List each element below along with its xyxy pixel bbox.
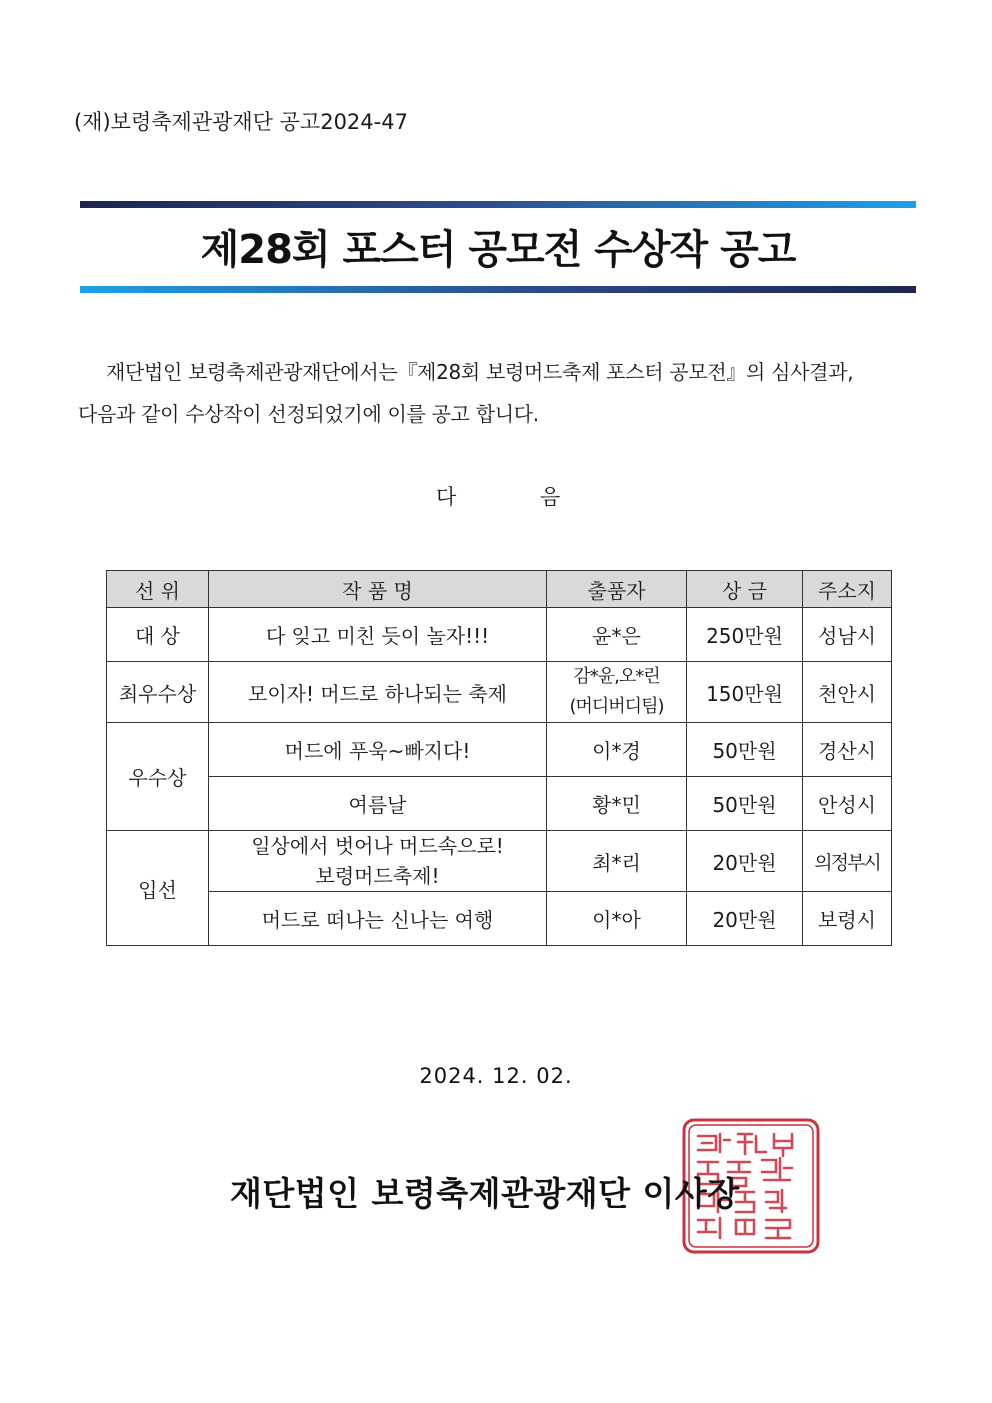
cell-title bbox=[209, 831, 547, 892]
cell-rank: 대 상 bbox=[107, 608, 209, 662]
cell-prize: 50만원 bbox=[687, 777, 803, 831]
cell-prize: 20만원 bbox=[687, 831, 803, 892]
title-line-2: 보령머드축제! bbox=[315, 864, 440, 888]
heading-right: 음 bbox=[540, 485, 561, 509]
title-rule-bottom bbox=[80, 286, 916, 293]
cell-address: 성남시 bbox=[803, 608, 892, 662]
intro-paragraph bbox=[78, 351, 938, 435]
issue-date: 2024. 12. 02. bbox=[419, 1064, 573, 1088]
cell-prize: 150만원 bbox=[687, 662, 803, 723]
cell-address: 경산시 bbox=[803, 723, 892, 777]
cell-title: 여름날 bbox=[209, 777, 547, 831]
cell-rank: 우수상 bbox=[107, 723, 209, 831]
title-rule-top bbox=[80, 201, 916, 208]
table-header-row bbox=[107, 571, 892, 608]
header-entrant: 출품자 bbox=[547, 571, 687, 608]
cell-entrant bbox=[547, 662, 687, 723]
cell-prize: 50만원 bbox=[687, 723, 803, 777]
cell-rank: 최우수상 bbox=[107, 662, 209, 723]
intro-line-1: 재단법인 보령축제관광재단에서는『제28회 보령머드축제 포스터 공모전』의 심사결과, bbox=[106, 360, 854, 384]
cell-entrant: 윤*은 bbox=[547, 608, 687, 662]
cell-address: 의정부시 bbox=[803, 831, 892, 892]
heading-left: 다 bbox=[436, 485, 457, 509]
awards-table bbox=[106, 570, 892, 946]
table-row bbox=[107, 723, 892, 777]
cell-title: 머드에 푸욱~빠지다! bbox=[209, 723, 547, 777]
issuer-name: 재단법인 보령축제관광재단 이사장 bbox=[230, 1174, 740, 1213]
cell-title: 다 잊고 미친 듯이 놀자!!! bbox=[209, 608, 547, 662]
header-address: 주소지 bbox=[803, 571, 892, 608]
header-rank: 선 위 bbox=[107, 571, 209, 608]
table-row bbox=[107, 831, 892, 892]
cell-rank: 입선 bbox=[107, 831, 209, 946]
header-title: 작 품 명 bbox=[209, 571, 547, 608]
cell-prize: 20만원 bbox=[687, 892, 803, 946]
cell-title: 머드로 떠나는 신나는 여행 bbox=[209, 892, 547, 946]
document-number: (재)보령축제관광재단 공고2024-47 bbox=[74, 110, 408, 134]
header-prize: 상 금 bbox=[687, 571, 803, 608]
title-line-1: 일상에서 벗어나 머드속으로! bbox=[251, 834, 504, 858]
cell-prize: 250만원 bbox=[687, 608, 803, 662]
cell-entrant: 최*리 bbox=[547, 831, 687, 892]
cell-address: 보령시 bbox=[803, 892, 892, 946]
cell-entrant: 황*민 bbox=[547, 777, 687, 831]
cell-entrant: 이*경 bbox=[547, 723, 687, 777]
entrant-team: (머디버디팀) bbox=[569, 696, 664, 717]
table-row bbox=[107, 608, 892, 662]
intro-line-2: 다음과 같이 수상작이 선정되었기에 이를 공고 합니다. bbox=[78, 402, 539, 426]
cell-title: 모이자! 머드로 하나되는 축제 bbox=[209, 662, 547, 723]
cell-entrant: 이*아 bbox=[547, 892, 687, 946]
table-row bbox=[107, 892, 892, 946]
cell-address: 안성시 bbox=[803, 777, 892, 831]
entrant-names: 감*윤,오*린 bbox=[573, 666, 660, 687]
page-title: 제28회 포스터 공모전 수상작 공고 bbox=[200, 227, 796, 273]
table-row bbox=[107, 777, 892, 831]
cell-address: 천안시 bbox=[803, 662, 892, 723]
table-row bbox=[107, 662, 892, 723]
